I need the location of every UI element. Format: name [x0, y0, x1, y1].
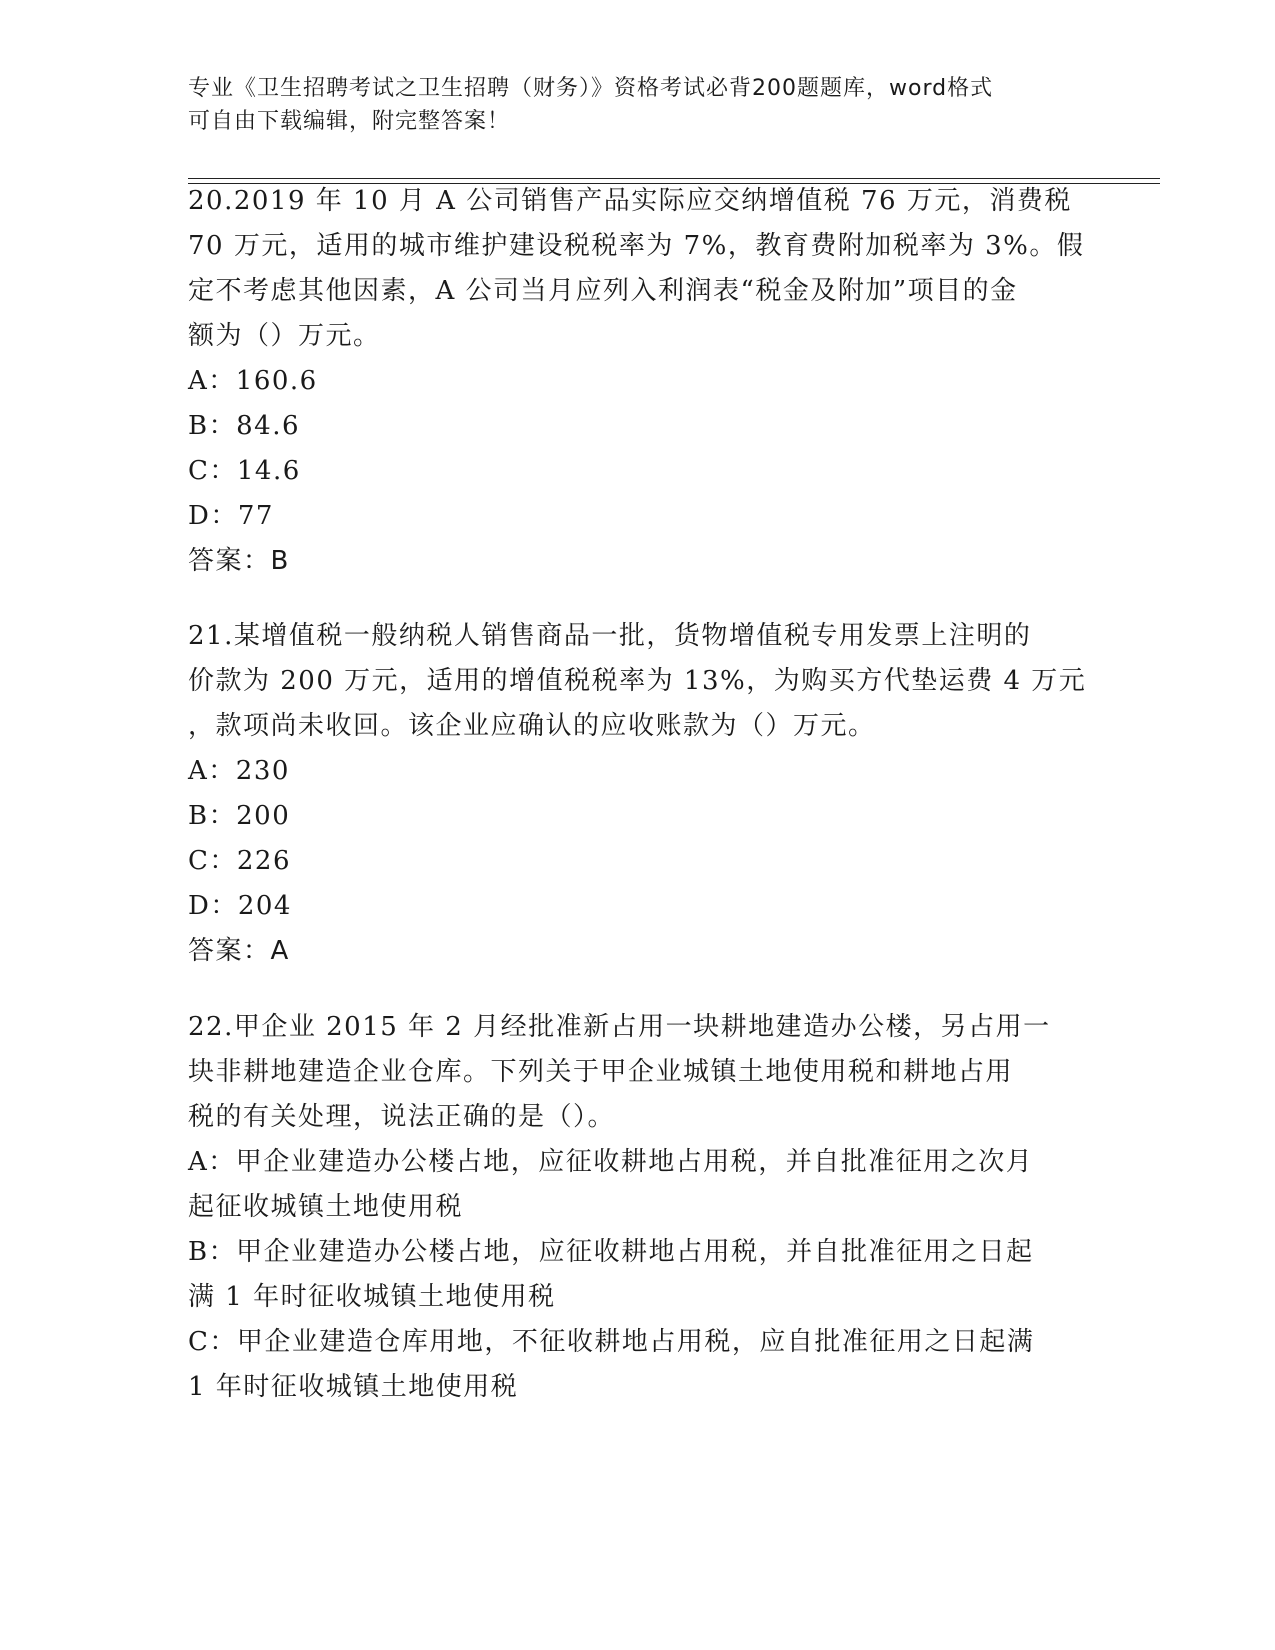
- option-d: D：204: [188, 891, 292, 921]
- question-stem-line: ，款项尚未收回。该企业应确认的应收账款为（）万元。: [188, 711, 876, 741]
- option-d: D：77: [188, 501, 274, 531]
- answer: 答案：B: [188, 546, 290, 576]
- question-stem-line: 21.某增值税一般纳税人销售商品一批，货物增值税专用发票上注明的: [188, 621, 1032, 651]
- option-a-line: A：甲企业建造办公楼占地，应征收耕地占用税，并自批准征用之次月: [188, 1147, 1034, 1177]
- option-b: B：200: [188, 801, 291, 831]
- question-21: [188, 614, 1088, 974]
- question-stem-line: 税的有关处理，说法正确的是（）。: [188, 1102, 616, 1132]
- question-22: [188, 1005, 1088, 1410]
- question-20: [188, 179, 1088, 584]
- option-c-line: 1 年时征收城镇土地使用税: [188, 1372, 519, 1402]
- question-stem-line: 定不考虑其他因素，A 公司当月应列入利润表“税金及附加”项目的金: [188, 276, 1018, 306]
- question-stem-line: 额为（）万元。: [188, 321, 381, 351]
- option-c: C：14.6: [188, 456, 301, 486]
- option-b: B：84.6: [188, 411, 300, 441]
- option-b-line: 满 1 年时征收城镇土地使用税: [188, 1282, 556, 1312]
- header-line-2: 可自由下载编辑，附完整答案！: [188, 109, 511, 134]
- question-stem-line: 70 万元，适用的城市维护建设税税率为 7%，教育费附加税率为 3%。假: [188, 231, 1085, 261]
- answer: 答案：A: [188, 936, 290, 966]
- option-b-line: B：甲企业建造办公楼占地，应征收耕地占用税，并自批准征用之日起: [188, 1237, 1034, 1267]
- option-a-line: 起征收城镇土地使用税: [188, 1192, 464, 1222]
- option-c: C：226: [188, 846, 292, 876]
- header-line-1: 专业《卫生招聘考试之卫生招聘（财务）》资格考试必背200题题库，word格式: [188, 76, 994, 101]
- option-c-line: C：甲企业建造仓库用地，不征收耕地占用税，应自批准征用之日起满: [188, 1327, 1035, 1357]
- option-a: A：160.6: [188, 366, 318, 396]
- option-a: A：230: [188, 756, 290, 786]
- question-stem-line: 价款为 200 万元，适用的增值税税率为 13%，为购买方代垫运费 4 万元: [188, 666, 1087, 696]
- question-stem-line: 块非耕地建造企业仓库。下列关于甲企业城镇土地使用税和耕地占用: [188, 1057, 1014, 1087]
- question-stem-line: 22.甲企业 2015 年 2 月经批准新占用一块耕地建造办公楼，另占用一: [188, 1012, 1051, 1042]
- question-stem-line: 20.2019 年 10 月 A 公司销售产品实际应交纳增值税 76 万元，消费税: [188, 186, 1072, 216]
- document-header: [188, 72, 1068, 138]
